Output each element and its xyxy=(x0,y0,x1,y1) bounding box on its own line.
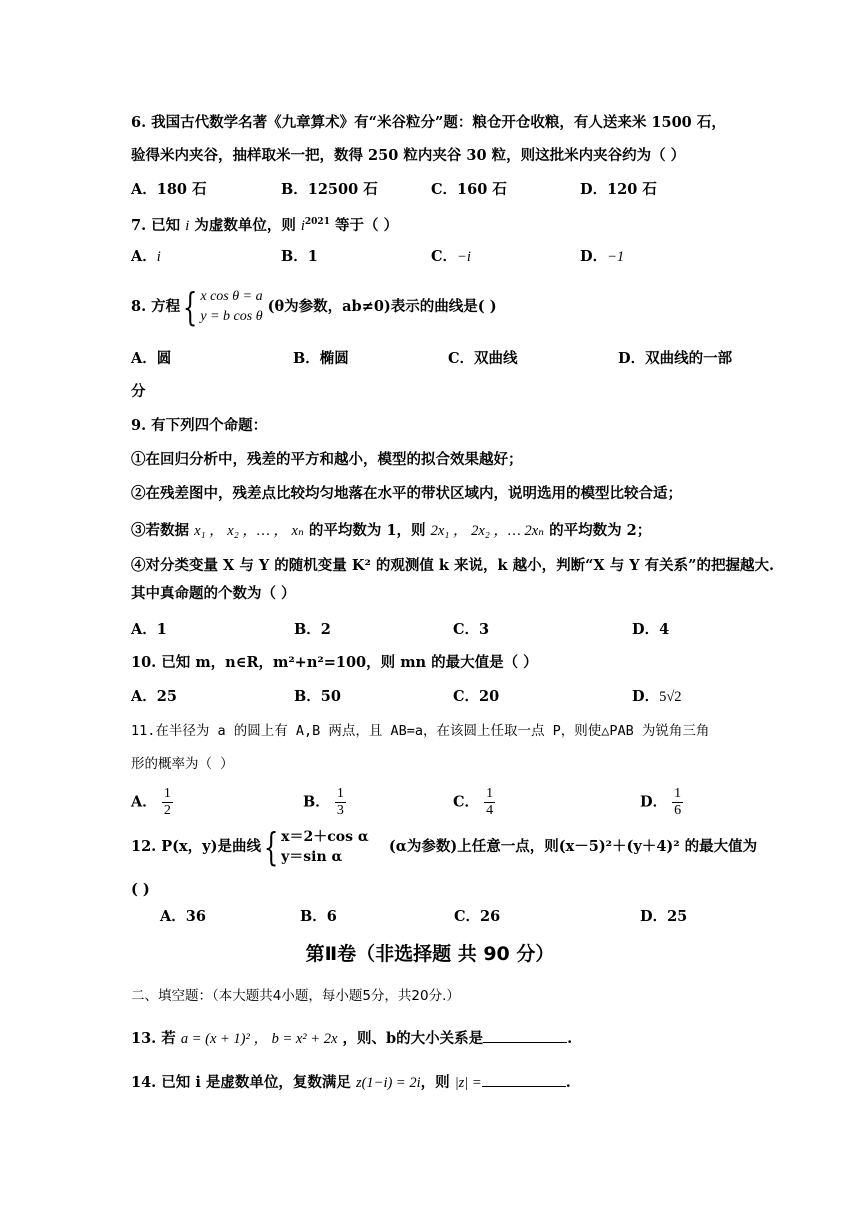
q11-option-a: A． $\frac{1}{2}$ xyxy=(131,786,171,818)
q14-equation: z(1−i) = 2i xyxy=(355,1075,421,1091)
q14-stem: 14. 已知 i 是虚数单位，复数满足 z(1−i) = 2i，则 |z| = . xyxy=(131,1074,571,1091)
q10-option-a: A．25 xyxy=(131,688,177,705)
q11-option-d: D． $\frac{1}{6}$ xyxy=(640,786,682,818)
left-brace: { xyxy=(183,285,198,329)
q7-option-d: D．−1 xyxy=(580,248,625,265)
q7-stem: 7. 已知 i 为虚数单位，则 $i^{2021}$ 等于（ ） xyxy=(131,216,399,234)
q9-proposition-1: ①在回归分析中，残差的平方和越小，模型的拟合效果越好； xyxy=(131,451,523,468)
q8-stem: 8. 方程{ x cos θ = a y = b cos θ (θ为参数，ab≠0)表示的曲线是( ) xyxy=(131,285,497,329)
q6-option-a: A．180 石 xyxy=(131,181,207,198)
q9-stem: 9. 有下列四个命题： xyxy=(131,417,268,434)
section-title: 第Ⅱ卷（非选择题 共 90 分） xyxy=(305,943,555,965)
q12-option-c: C．26 xyxy=(454,908,501,925)
q12-option-d: D．25 xyxy=(640,908,688,925)
q11-option-b: B． $\frac{1}{3}$ xyxy=(303,786,344,818)
q13-expression: a = (x + 1)² ， b = x² + 2x xyxy=(180,1031,338,1047)
q7-option-c: C．−i xyxy=(431,248,471,265)
q7-option-a: A．i xyxy=(131,248,161,265)
q9-question: 其中真命题的个数为（ ） xyxy=(131,585,296,602)
q10-option-d: D．5√2 xyxy=(632,688,682,705)
q12-stem: 12. P(x，y)是曲线{ x＝2＋cos α y＝sin α (α为参数)上任意一点，则(x－5)²＋(y＋4)² 的最大值为 xyxy=(131,825,758,869)
q9-option-a: A．1 xyxy=(131,621,167,638)
q12-option-a: A．36 xyxy=(160,908,206,925)
q9-proposition-2: ②在残差图中，残差点比较均匀地落在水平的带状区域内，说明选用的模型比较合适； xyxy=(131,485,682,502)
q12-option-b: B．6 xyxy=(300,908,337,925)
q13-stem: 13. 若 a = (x + 1)² ， b = x² + 2x ，则、b的大小关系是 . xyxy=(131,1030,573,1047)
answer-blank[interactable] xyxy=(482,1072,566,1087)
q9-proposition-3: ③若数据 x₁ ， x₂ ，… ， xₙ 的平均数为 1，则 2x₁ ， 2x₂ ，… 2xₙ 的平均数为 2； xyxy=(131,522,652,539)
q12-wrap: ( ) xyxy=(131,881,150,898)
q8-option-d: D．双曲线的一部 xyxy=(618,350,733,367)
q6-option-c: C．160 石 xyxy=(431,181,507,198)
q9-option-b: B．2 xyxy=(294,621,331,638)
q10-option-b: B．50 xyxy=(294,688,341,705)
q6-line1: 6. 我国古代数学名著《九章算术》有“米谷粒分”题：粮仓开仓收粮，有人送来米 1500 石， xyxy=(131,114,726,131)
q8-option-c: C．双曲线 xyxy=(448,350,518,367)
q7-option-b: B．1 xyxy=(281,248,318,265)
q9-proposition-4: ④对分类变量 X 与 Y 的随机变量 K² 的观测值 k 来说，k 越小，判断“X 与 Y 有关系”的把握越大. xyxy=(131,557,775,574)
q9-option-d: D．4 xyxy=(632,621,670,638)
modulus-expression: |z| = xyxy=(454,1075,482,1091)
power-base: i xyxy=(300,217,305,234)
q8-option-a: A．圆 xyxy=(131,350,172,367)
q9-option-c: C．3 xyxy=(453,621,490,638)
q10-option-c: C．20 xyxy=(453,688,500,705)
q6-option-d: D．120 石 xyxy=(580,181,657,198)
q11-line1: 11.在半径为 a 的圆上有 A,B 两点，且 AB=a，在该圆上任取一点 P，则使△PAB 为锐角三角 xyxy=(131,723,710,739)
equation-system: x cos θ = a y = b cos θ xyxy=(200,289,263,324)
q6-option-b: B．12500 石 xyxy=(281,181,378,198)
imag-unit: i xyxy=(185,217,190,234)
q8-option-b: B．椭圆 xyxy=(293,350,349,367)
q8-wrap: 分 xyxy=(131,383,146,400)
q11-option-c: C． $\frac{1}{4}$ xyxy=(453,786,494,818)
q11-line2: 形的概率为（ ） xyxy=(131,756,234,772)
answer-blank[interactable] xyxy=(483,1028,567,1043)
q6-line2: 验得米内夹谷，抽样取米一把，数得 250 粒内夹谷 30 粒，则这批米内夹谷约为（ ） xyxy=(131,147,686,164)
curve-equations: x＝2＋cos α y＝sin α xyxy=(281,829,369,865)
left-brace: { xyxy=(263,825,279,869)
power-exponent: 2021 xyxy=(304,217,330,227)
q10-stem: 10. 已知 m，n∈R，m²+n²=100，则 mn 的最大值是（ ） xyxy=(131,654,538,671)
section-intro: 二、填空题：（本大题共4小题，每小题5分，共20分.） xyxy=(131,988,460,1004)
